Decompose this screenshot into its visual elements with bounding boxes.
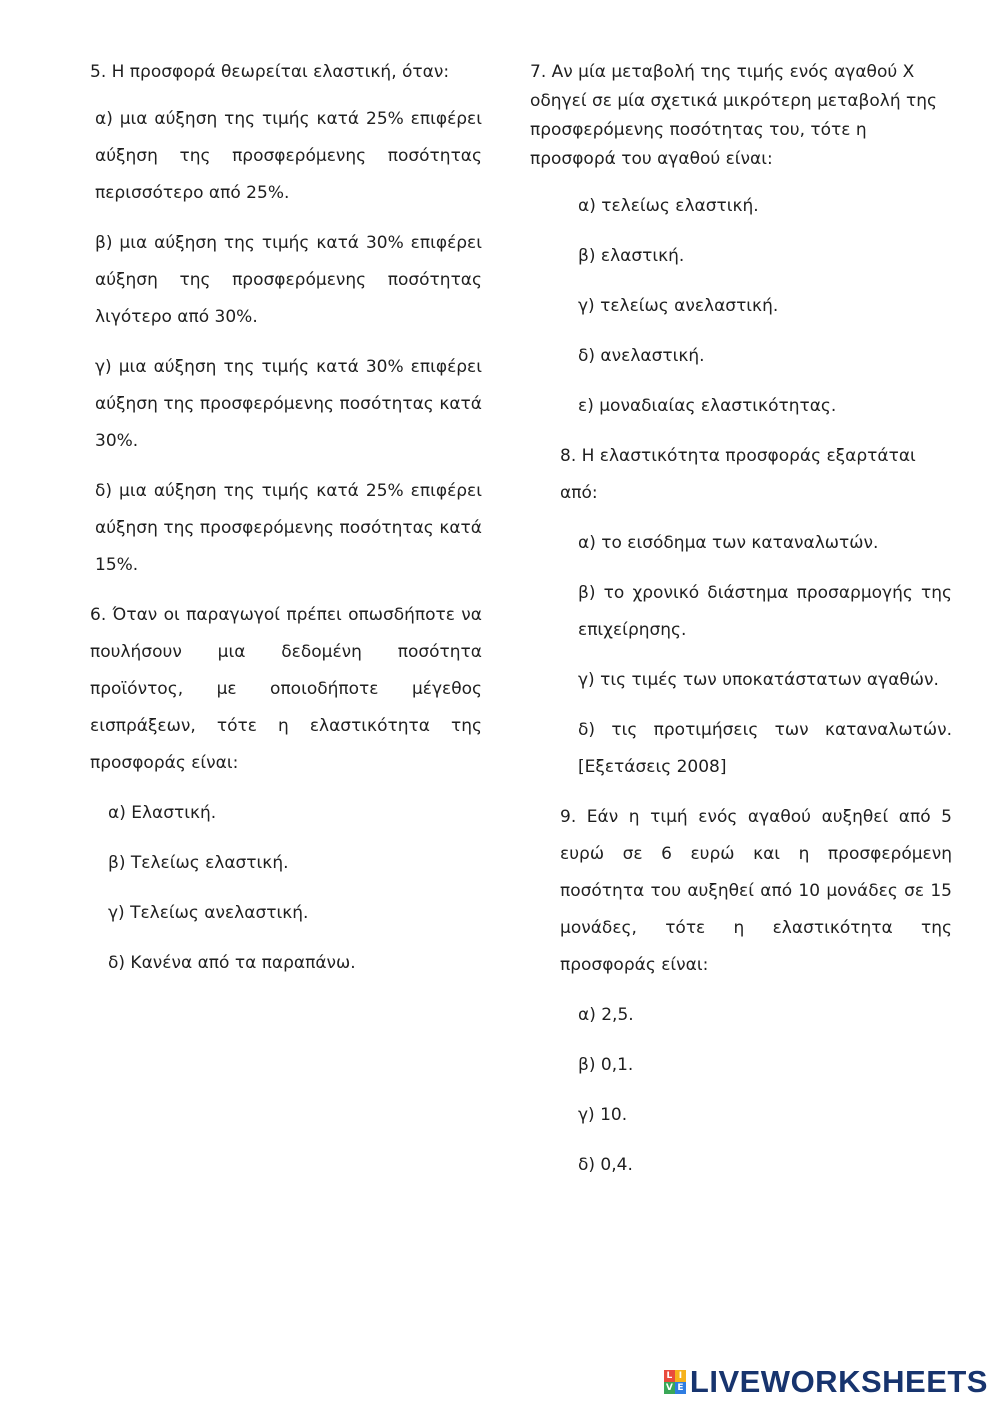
question-8-stem: 8. Η ελαστικότητα προσφοράς εξαρτάται από: <box>560 446 916 503</box>
question-9-option-b: β) 0,1. <box>578 1055 634 1075</box>
question-6-stem: 6. Όταν οι παραγωγοί πρέπει οπωσδήποτε να πουλήσουν μια δεδομένη ποσότητα προϊόντος, με οποιοδήποτε μέγεθος εισπράξεων, τότε η ελαστικότητα της προσφοράς είναι: <box>90 605 482 773</box>
question-8 <box>530 438 952 786</box>
question-5 <box>90 58 482 584</box>
question-7-option-a: α) τελείως ελαστική. <box>578 196 759 216</box>
question-5-stem: 5. Η προσφορά θεωρείται ελαστική, όταν: <box>90 62 450 82</box>
logo-mark-e: E <box>675 1382 686 1394</box>
question-8-option-b: β) το χρονικό διάστημα προσαρμογής της επιχείρησης. <box>578 583 952 640</box>
question-9-option-a: α) 2,5. <box>578 1005 634 1025</box>
question-9-option-d: δ) 0,4. <box>578 1155 633 1175</box>
logo-text: LIVEWORKSHEETS <box>689 1364 988 1399</box>
question-7-option-e: ε) μοναδιαίας ελαστικότητας. <box>578 396 837 416</box>
question-6-option-c: γ) Τελείως ανελαστική. <box>108 903 309 923</box>
question-7-option-c: γ) τελείως ανελαστική. <box>578 296 779 316</box>
logo-mark-v: V <box>664 1382 675 1394</box>
liveworksheets-logo-icon <box>664 1370 686 1394</box>
question-6-option-a: α) Ελαστική. <box>108 803 217 823</box>
question-5-option-a: α) μια αύξηση της τιμής κατά 25% επιφέρει αύξηση της προσφερόμενης ποσότητας περισσότερο από 25%. <box>95 109 482 203</box>
logo-mark-i: I <box>675 1370 686 1382</box>
question-6 <box>90 597 482 982</box>
question-9-option-c: γ) 10. <box>578 1105 628 1125</box>
question-7-stem: 7. Αν μία μεταβολή της τιμής ενός αγαθού Χ οδηγεί σε μία σχετικά μικρότερη μεταβολή της προσφερόμενης ποσότητας του, τότε η προσφορά του αγαθού είναι: <box>530 62 938 169</box>
question-9 <box>530 799 952 1184</box>
question-9-stem: 9. Εάν η τιμή ενός αγαθού αυξηθεί από 5 ευρώ σε 6 ευρώ και η προσφερόμενη ποσότητα του αυξηθεί από 10 μονάδες σε 15 μονάδες, τότε η ελαστικότητα της προσφοράς είναι: <box>560 807 952 975</box>
question-7-option-b: β) ελαστική. <box>578 246 685 266</box>
liveworksheets-logo <box>664 1364 988 1400</box>
question-5-option-b: β) μια αύξηση της τιμής κατά 30% επιφέρει αύξηση της προσφερόμενης ποσότητας λιγότερο από 30%. <box>95 233 482 327</box>
question-7-option-d: δ) ανελαστική. <box>578 346 705 366</box>
question-8-option-c: γ) τις τιμές των υποκατάστατων αγαθών. <box>578 670 939 690</box>
logo-mark-l: L <box>664 1370 675 1382</box>
question-5-option-d: δ) μια αύξηση της τιμής κατά 25% επιφέρει αύξηση της προσφερόμενης ποσότητας κατά 15%. <box>95 481 482 575</box>
question-8-option-d: δ) τις προτιμήσεις των καταναλωτών. [Εξετάσεις 2008] <box>578 720 952 777</box>
left-column <box>90 58 482 995</box>
question-5-option-c: γ) μια αύξηση της τιμής κατά 30% επιφέρει αύξηση της προσφερόμενης ποσότητας κατά 30%. <box>95 357 482 451</box>
question-6-option-d: δ) Κανένα από τα παραπάνω. <box>108 953 356 973</box>
question-8-option-a: α) το εισόδημα των καταναλωτών. <box>578 533 879 553</box>
right-column <box>530 58 952 1197</box>
question-7 <box>530 58 952 425</box>
question-6-option-b: β) Τελείως ελαστική. <box>108 853 289 873</box>
